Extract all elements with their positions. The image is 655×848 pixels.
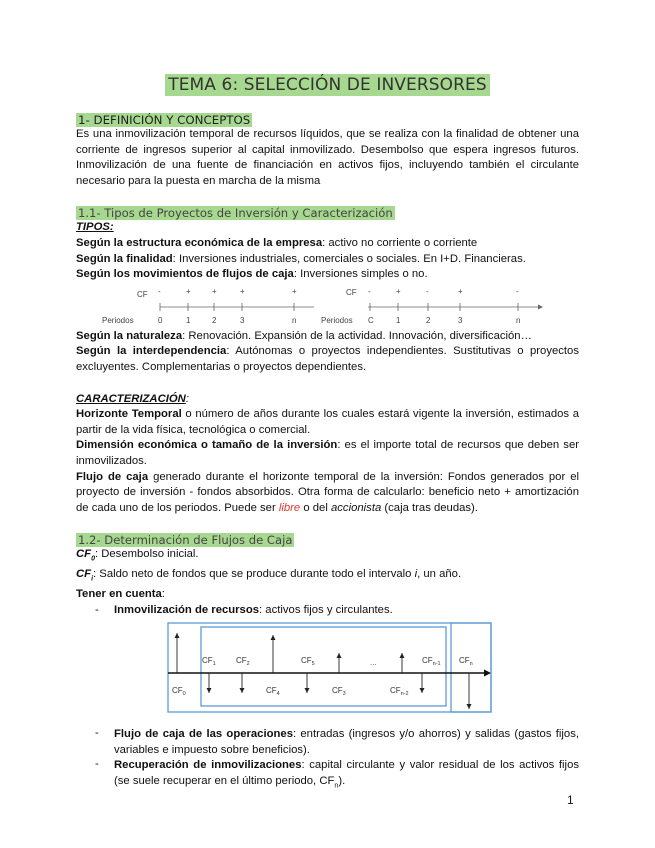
period-tick-label: C — [368, 315, 374, 325]
cash-flow-sign: + — [458, 286, 463, 296]
period-tick-label: 0 — [158, 315, 163, 325]
page-number: 1 — [567, 793, 574, 807]
definition-paragraph: Es una inmovilización temporal de recursos líquidos, que se realiza con la finalidad de obtener una corriente de ingresos superior al capital inmovilizado. Desembolso que espera ingresos futuros. Inmovilización de una fuente de financiación en activos fijos, incluyendo también el circulante necesario para la puesta en marcha de la misma — [76, 128, 579, 187]
tipo-interdependencia: Según la interdependencia: Autónomas o proyectos independientes. Sustitutivas o proyectos excluyentes. Complementarias o proyectos dependientes. — [76, 345, 579, 373]
cash-flow-label: $CF_5$ — [301, 656, 315, 668]
cash-flow-diagram — [76, 619, 579, 717]
cfi-line: $CF_i$: Saldo neto de fondos que se produce durante todo el intervalo i, un año. — [76, 568, 462, 583]
document-title: TEMA 6: SELECCIÓN DE INVERSORES — [165, 74, 490, 96]
cash-flow-sign: + — [186, 286, 191, 296]
arrow-head — [305, 688, 310, 693]
cash-flow-sign: + — [292, 286, 297, 296]
tipo-movimientos: Según los movimientos de flujos de caja: Inversiones simples o no. — [76, 268, 428, 281]
simple-investment-timeline — [102, 287, 314, 325]
cf0-line: $CF_0$: Desembolso inicial. — [76, 548, 199, 563]
cash-flow-label: $CF_4$ — [266, 686, 280, 698]
cash-flow-sign: + — [240, 286, 245, 296]
cash-flow-label: $CF_n$ — [459, 656, 473, 668]
arrow-head — [240, 688, 245, 693]
bullet-flujo-operaciones: - Flujo de caja de las operaciones: entradas (ingresos y/o ahorros) y salidas (gastos fijos, variables e impuesto sobre beneficios). — [95, 727, 579, 756]
section-1-1-heading: 1.1- Tipos de Proyectos de Inversión y Caracterización — [78, 206, 393, 221]
project-life-box — [168, 623, 491, 712]
caracterizacion-label: CARACTERIZACIÓN — [76, 392, 186, 405]
period-tick-label: n — [292, 315, 297, 325]
libre-term: libre — [278, 501, 301, 514]
period-tick-label: 2 — [212, 315, 217, 325]
car-horizonte: Horizonte Temporal o número de años durante los cuales estará vigente la inversión, estimados a partir de la vida física, tecnológica o comercial. — [76, 408, 579, 436]
bullet-inmovilizacion: - Inmovilización de recursos: activos fijos y circulantes. — [95, 603, 393, 616]
arrow-head — [207, 688, 212, 693]
arrow-head — [420, 688, 425, 693]
recovery-box — [451, 623, 491, 712]
cash-flow-sign: + — [396, 286, 401, 296]
tener-en-cuenta: Tener en cuenta — [76, 587, 162, 600]
period-tick-label: 3 — [240, 315, 245, 325]
period-tick-label: 1 — [396, 315, 401, 325]
cf-label: CF — [346, 287, 357, 297]
arrow-head — [337, 653, 342, 658]
period-tick-label: n — [516, 315, 521, 325]
cash-flow-label: $CF_{n-1}$ — [422, 656, 441, 668]
cash-flow-label: $CF_3$ — [332, 686, 346, 698]
cf-label: CF — [137, 289, 148, 299]
arrow-head — [467, 704, 472, 709]
cash-flow-timelines — [76, 283, 579, 329]
operations-box — [201, 627, 446, 706]
periodos-label: Periodos — [321, 315, 353, 325]
arrow-head — [175, 633, 180, 638]
period-tick-label: 3 — [458, 315, 463, 325]
bullet-recuperacion: - Recuperación de inmovilizaciones: capital circulante y valor residual de los activos fijos (se suele recuperar en el último periodo, $CF_n$). — [95, 758, 579, 790]
cash-flow-sign: - — [158, 286, 161, 296]
cash-flow-sign: - — [368, 286, 371, 296]
non-simple-investment-timeline — [321, 287, 543, 325]
cash-flow-sign: - — [516, 286, 519, 296]
periodos-label: Periodos — [102, 315, 134, 325]
accionista-term: accionista — [331, 501, 382, 514]
cash-flow-label: $CF_2$ — [236, 656, 250, 668]
period-tick-label: 2 — [426, 315, 431, 325]
arrow-head — [400, 653, 405, 658]
cash-flow-sign: - — [426, 286, 429, 296]
section-1-2-heading: 1.2- Determinación de Flujos de Caja — [78, 533, 293, 548]
car-dimension: Dimensión económica o tamaño de la inversión: es el importe total de recursos que deben ser inmovilizados. — [76, 439, 579, 467]
tipo-naturaleza: Según la naturaleza: Renovación. Expansión de la actividad. Innovación, diversificación… — [76, 329, 532, 342]
cash-flow-label: $CF_{n-2}$ — [390, 686, 409, 698]
document-page: TEMA 6: SELECCIÓN DE INVERSORES 1- DEFINICIÓN Y CONCEPTOS Es una inmovilización temporal de recursos líquidos, que se realiza con la finalidad de obtener una corriente de ingresos superior al capital inmovilizado. Desembolso que espera ingresos futuros. Inmovilización de una fuente de financiación en activos fijos, incluyendo también el circulante necesario para la puesta en marcha de la misma 1.1- Tipos de Proyectos de Inversión y Caracterización TIPOS: Según la estructura económica de la empresa: activo no corriente o corriente Según la finalidad: Inversiones industriales, comerciales o sociales. En I+D. Financieras. Según los movimientos de flujos de caja: Inversiones simples o no. CF - 0 + 1 + 2 + 3 + n Periodos CF - C + 1 - 2 + 3 - n Periodos Según la naturaleza: Renovación. Expansión de la actividad. Innovación, diversificación… Según la interdependencia: Autónomas o proyectos independientes. Sustitutivas o proyectos excluyentes. Complementarias o proyectos dependientes. CARACTERIZACIÓN: Horizonte Temporal o número de años durante los cuales estará vigente la inversión, estimados a partir de la vida física, tecnológica o comercial. Dimensión económica o tamaño de la inversión: es el importe total de recursos que deben ser inmovilizados. Flujo de caja generado durante el horizonte temporal de la inversión: Fondos generados por el proyecto de inversión - fondos absorbidos. Otra forma de calcularlo: beneficio neto + amortización de cada uno de los periodos. Puede ser libre o del accionista (caja tras deudas). 1.2- Determinación de Flujos de Caja $CF_0$: Desembolso inicial. $CF_i$: Saldo neto de fondos que se produce durante todo el intervalo i, un año. Tener en cuenta: - Inmovilización de recursos: activos fijos y circulantes. $CF_0$ $CF_1$ $CF_2$ $CF_4$ $CF_5$ $CF_3$ $CF_{n-2}$ $CF_{n-1}$ $CF_n$ ... - Flujo de caja de las operaciones: entradas (ingresos y/o ahorros) y salidas (gastos fijos, variables e impuesto sobre beneficios). - Recuperación de inmovilizaciones: capital circulante y valor residual de los activos fijos (se suele recuperar en el último periodo, $CF_n$). — [76, 70, 579, 794]
tipo-finalidad: Según la finalidad: Inversiones industriales, comerciales o sociales. En I+D. Financieras. — [76, 252, 526, 265]
cash-flow-sign: + — [212, 286, 217, 296]
period-tick-label: 1 — [186, 315, 191, 325]
ellipsis: ... — [370, 658, 377, 668]
car-flujo: Flujo de caja generado durante el horizonte temporal de la inversión: Fondos generados por el proyecto de inversión - fondos absorbidos. Otra forma de calcularlo: beneficio neto + amortización de cada uno de los periodos. Puede ser libre o del accionista (caja tras deudas). — [76, 470, 579, 514]
section-1-heading: 1- DEFINICIÓN Y CONCEPTOS — [78, 113, 251, 127]
cash-flow-label: $CF_0$ — [172, 686, 186, 698]
tipo-estructura: Según la estructura económica de la empresa: activo no corriente o corriente — [76, 236, 478, 249]
arrow-head — [271, 635, 276, 640]
cash-flow-label: $CF_1$ — [202, 656, 216, 668]
tipos-label: TIPOS: — [76, 221, 114, 234]
